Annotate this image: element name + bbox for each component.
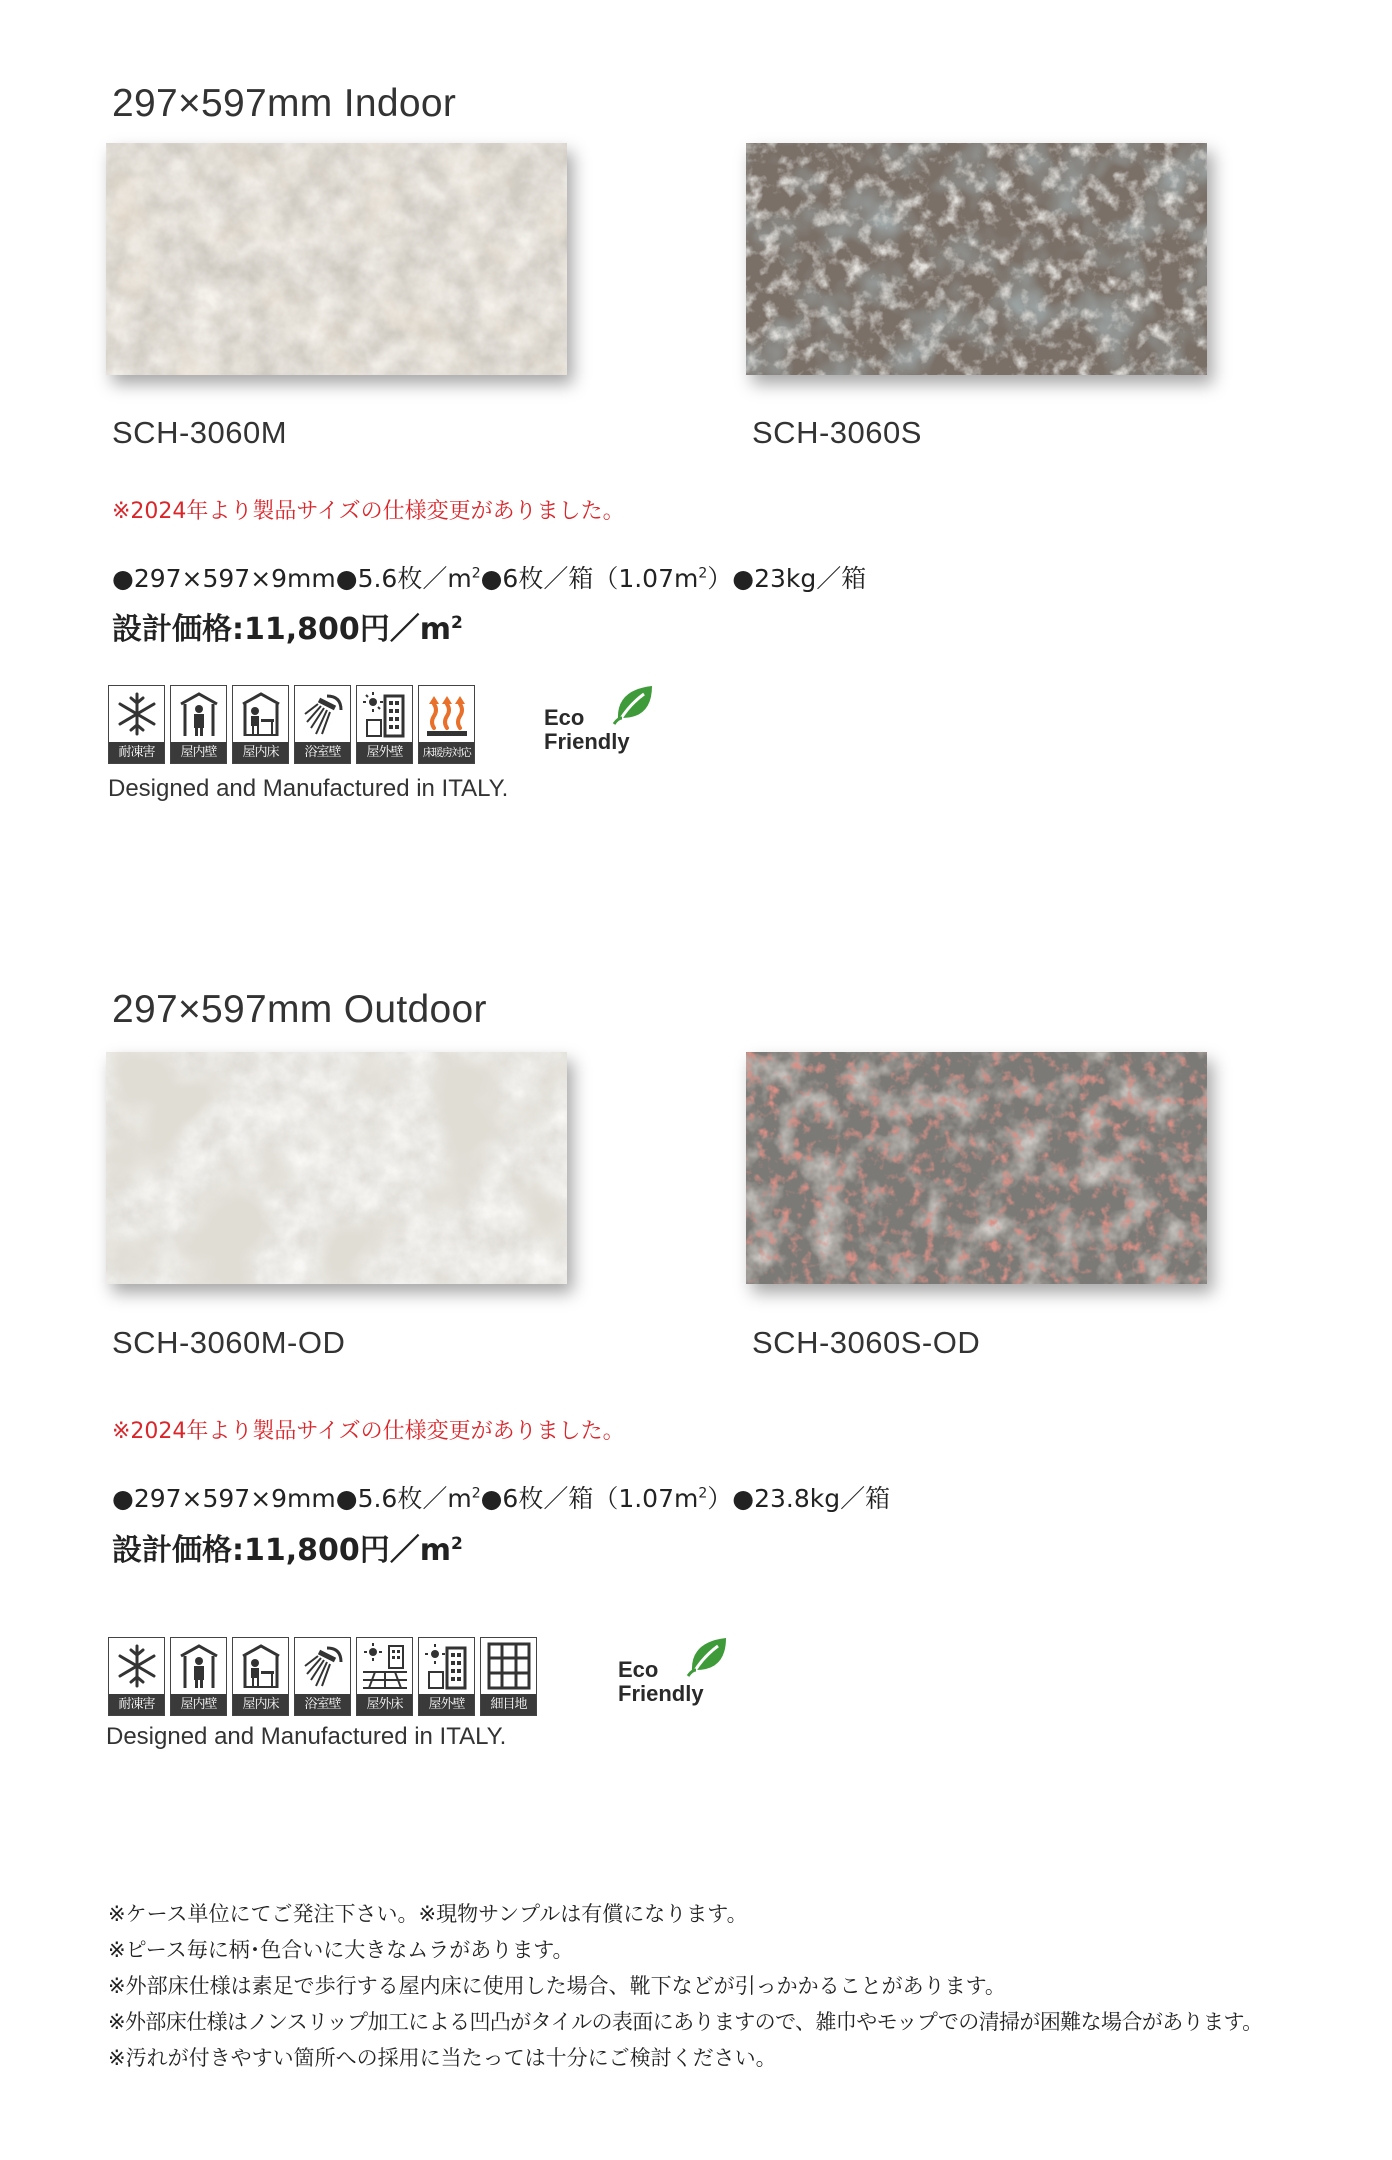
footnote: ※汚れが付きやすい箇所への採用に当たっては十分にご検討ください。 [108,2046,777,2070]
feature-label: 浴室壁 [295,1694,350,1715]
person-indoor-wall-icon [177,690,221,738]
feature-bathroom-wall [294,685,351,764]
outdoor-spec-line [112,1479,890,1515]
feature-indoor-wall [170,1637,227,1716]
footnote: ※ケース単位にてご発注下さい。※現物サンプルは有償になります。 [108,1902,748,1926]
spec-superscript: 2 [471,565,481,582]
sun-outdoor-floor-icon [363,1642,407,1690]
feature-outdoor-wall [418,1637,475,1716]
feature-label: 細目地 [481,1694,536,1715]
feature-label: 屋内床 [233,742,288,763]
feature-label: 浴室壁 [295,742,350,763]
feature-label: 屋外床 [357,1694,412,1715]
product-code-sch-3060m: SCH-3060M [112,415,288,450]
eco-friendly-badge-outdoor [618,1634,728,1714]
footnotes [108,1896,1263,2076]
price-superscript: 2 [451,613,463,633]
feature-floor-heating [418,685,475,764]
product-code-sch-3060s: SCH-3060S [752,415,922,450]
sun-building-icon [425,1642,469,1690]
outdoor-section-title: 297×597mm Outdoor [112,988,487,1031]
feature-fine-joint [480,1637,537,1716]
price-superscript: 2 [451,1534,463,1554]
price-text: 設計価格:11,800円／m [112,1533,452,1568]
spec-superscript: 2 [698,565,708,582]
indoor-feature-icons [108,685,475,764]
spec-text: ●6枚／箱（1.07m [480,1484,699,1513]
friendly-word: Friendly [618,1681,704,1706]
tile-swatch-sch-3060s[interactable] [746,143,1207,375]
outdoor-price [112,1525,463,1569]
feature-label: 屋内床 [233,1694,288,1715]
snowflake-icon [115,690,159,738]
feature-indoor-floor [232,685,289,764]
feature-label: 屋内壁 [171,742,226,763]
outdoor-feature-icons [108,1637,537,1716]
feature-indoor-floor [232,1637,289,1716]
indoor-spec-line [112,559,866,595]
tile-swatch-sch-3060m-od[interactable] [106,1052,567,1284]
spec-text: ●6枚／箱（1.07m [480,564,699,593]
feature-frost-resistant [108,685,165,764]
outdoor-size-change-note: ※2024年より製品サイズの仕様変更がありました。 [112,1419,625,1444]
spec-text: ）●23kg／箱 [707,564,867,593]
tile-swatch-sch-3060s-od[interactable] [746,1052,1207,1284]
feature-label: 屋外壁 [357,742,412,763]
shower-icon [301,1642,345,1690]
spec-superscript: 2 [471,1485,481,1502]
indoor-section-title: 297×597mm Indoor [112,82,457,125]
snowflake-icon [115,1642,159,1690]
made-in-italy-indoor: Designed and Manufactured in ITALY. [108,775,509,802]
footnote: ※外部床仕様はノンスリップ加工による凹凸がタイルの表面にありますので、雑巾やモップでの清掃が困難な場合があります。 [108,2010,1263,2034]
spec-text: ）●23.8kg／箱 [707,1484,891,1513]
friendly-word: Friendly [544,729,630,754]
person-indoor-floor-icon [239,690,283,738]
leaf-icon [612,682,656,726]
feature-label: 屋外壁 [419,1694,474,1715]
footnote: ※外部床仕様は素足で歩行する屋内床に使用した場合、靴下などが引っかかることがあります。 [108,1974,1006,1998]
spec-text: ●297×597×9mm●5.6枚／m [112,1484,472,1513]
feature-label: 屋内壁 [171,1694,226,1715]
tile-swatch-sch-3060m[interactable] [106,143,567,375]
person-indoor-wall-icon [177,1642,221,1690]
feature-indoor-wall [170,685,227,764]
feature-frost-resistant [108,1637,165,1716]
fine-joint-grid-icon [487,1642,531,1690]
floor-heating-icon [425,690,469,738]
eco-friendly-badge-indoor [544,682,654,762]
indoor-size-change-note: ※2024年より製品サイズの仕様変更がありました。 [112,499,625,524]
eco-word: Eco [618,1657,659,1682]
person-indoor-floor-icon [239,1642,283,1690]
eco-word: Eco [544,705,585,730]
spec-text: ●297×597×9mm●5.6枚／m [112,564,472,593]
feature-label: 床暖房対応 [419,742,474,763]
feature-label: 耐凍害 [109,742,164,763]
product-code-sch-3060s-od: SCH-3060S-OD [752,1325,981,1360]
made-in-italy-outdoor: Designed and Manufactured in ITALY. [106,1723,507,1750]
feature-outdoor-wall [356,685,413,764]
feature-label: 耐凍害 [109,1694,164,1715]
shower-icon [301,690,345,738]
footnote: ※ピース毎に柄･色合いに大きなムラがあります。 [108,1938,574,1962]
spec-superscript: 2 [698,1485,708,1502]
product-code-sch-3060m-od: SCH-3060M-OD [112,1325,346,1360]
price-text: 設計価格:11,800円／m [112,612,452,647]
sun-building-icon [363,690,407,738]
indoor-price [112,604,463,648]
leaf-icon [686,1634,730,1678]
feature-bathroom-wall [294,1637,351,1716]
feature-outdoor-floor [356,1637,413,1716]
